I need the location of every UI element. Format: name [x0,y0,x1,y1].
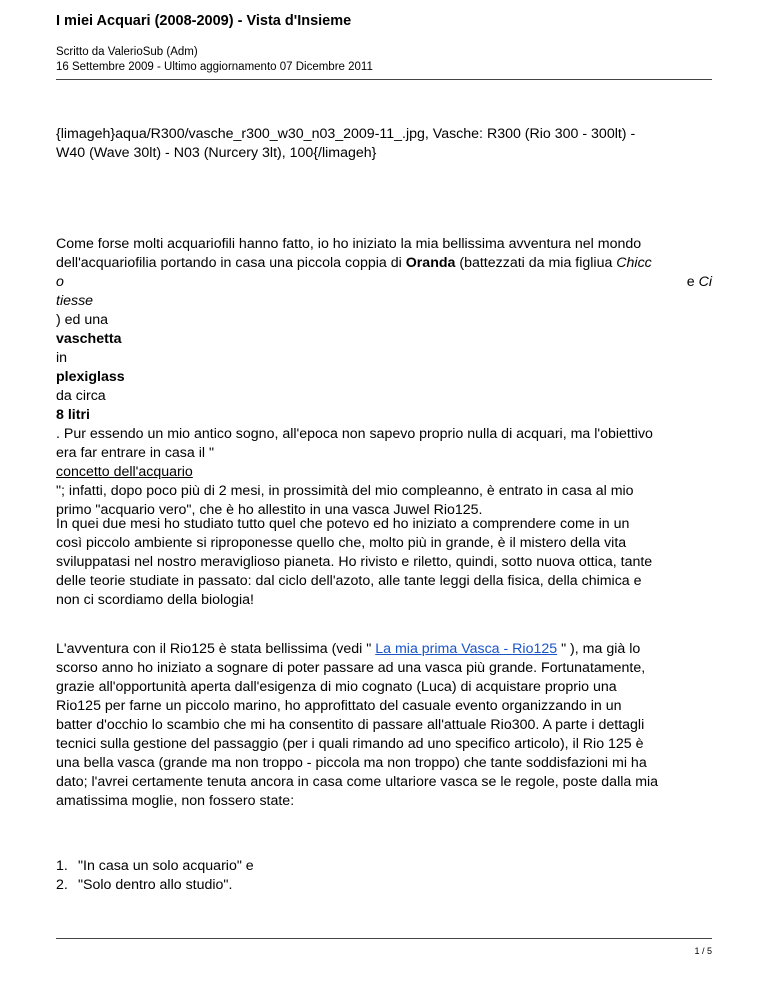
author-line: Scritto da ValerioSub (Adm) [56,46,198,58]
page-number: 1 / 5 [694,946,712,956]
text-line: da circa [56,388,106,404]
text-line: In quei due mesi ho studiato tutto quel che potevo ed ho iniziato a comprendere come in un [56,516,630,532]
underlined-concept: concetto dell'acquario [56,464,193,480]
text-line: Come forse molti acquariofili hanno fatto, io ho iniziato la mia bellissima avventura nel mondo [56,236,642,252]
paragraph-study [56,515,712,610]
limageh-line: W40 (Wave 30lt) - N03 (Nurcery 3lt), 100{/limageh} [56,145,377,161]
italic-name-fragment: Chicc [616,255,652,271]
text-line: era far entrare in casa il " [56,445,215,461]
header-divider [56,79,712,80]
bold-term-8-litri: 8 litri [56,407,90,423]
text-line: Rio125 per farne un piccolo marino, ho approfittato del casuale evento organizzando in un [56,698,622,714]
text-line: . Pur essendo un mio antico sogno, all'epoca non sapevo proprio nulla di acquari, ma l'obiettivo [56,426,653,442]
limageh-placeholder [56,125,712,163]
text-line [56,368,712,387]
italic-name-fragment: o [56,274,64,290]
text-line [56,254,712,273]
italic-name-fragment: Ci [698,274,712,290]
rules-list [56,857,254,895]
bold-term-plexiglass: plexiglass [56,369,125,385]
date-line: 16 Settembre 2009 - Ultimo aggiornamento 07 Dicembre 2011 [56,61,373,73]
list-text: "In casa un solo acquario" e [78,858,254,874]
text-fragment: L'avventura con il Rio125 è stata bellissima (vedi " [56,641,376,657]
text-fragment [687,273,712,292]
text-line: primo "acquario vero", che è ho allestito in una vasca Juwel Rio125. [56,502,483,518]
link-prima-vasca-rio125[interactable]: La mia prima Vasca - Rio125 [375,641,558,657]
text-line: delle teorie studiate in passato: dal ciclo dell'azoto, alle tante leggi della fisica, della chimica e [56,573,642,589]
paragraph-rio125 [56,640,712,811]
bold-term-oranda: Oranda [405,255,456,271]
text-line: non ci scordiamo della biologia! [56,592,254,608]
text-fragment: e [686,274,699,290]
text-line [56,330,712,349]
text-line: dato; l'avrei certamente tenuta ancora in casa come ultariore vasca se le regole, poste dalla mia [56,774,659,790]
text-line: sviluppatasi nel nostro meraviglioso pianeta. Ho rivisto e riletto, quindi, sotto nuova ottica, tante [56,554,653,570]
text-fragment: (battezzati da mia figliua [455,255,617,271]
text-line [56,292,712,311]
text-line: batter d'occhio lo scambio che mi ha consentito di passare all'attuale Rio300. A parte i dettagli [56,717,645,733]
italic-name-fragment: tiesse [56,293,94,309]
paragraph-intro [56,235,712,520]
document-title: I miei Acquari (2008-2009) - Vista d'Insieme [56,13,352,29]
text-line: amatissima moglie, non fossero state: [56,793,295,809]
list-text: "Solo dentro allo studio". [78,877,233,893]
text-fragment: " ), ma già lo [557,641,641,657]
list-number: 1. [56,858,68,874]
limageh-line: {limageh}aqua/R300/vasche_r300_w30_n03_2009-11_.jpg, Vasche: R300 (Rio 300 - 300lt) - [56,126,636,142]
text-line: grazie all'opportunità aperta dall'esigenza di mio cognato (Luca) di acquistare proprio una [56,679,617,695]
text-line: tecnici sulla gestione del passaggio (per i quali rimando ad uno specifico articolo), il Rio 125 è [56,736,644,752]
text-line: una bella vasca (grande ma non troppo - piccola ma non troppo) che tante soddisfazioni mi ha [56,755,647,771]
text-fragment: dell'acquariofilia portando in casa una piccola coppia di [56,255,406,271]
text-line: in [56,350,68,366]
text-line: "; infatti, dopo poco più di 2 mesi, in prossimità del mio compleanno, è entrato in casa al mio [56,483,634,499]
list-number: 2. [56,877,68,893]
footer-divider [56,938,712,939]
text-line: così piccolo ambiente si riproponesse quello che, molto più in grande, è il mistero della vita [56,535,627,551]
text-line [56,406,712,425]
list-item [56,876,254,895]
text-line [56,273,712,292]
text-line [56,640,712,659]
bold-term-vaschetta: vaschetta [56,331,122,347]
text-line: ) ed una [56,312,109,328]
text-line: scorso anno ho iniziato a sognare di poter passare ad una vasca più grande. Fortunatamente, [56,660,646,676]
list-item [56,857,254,876]
text-line [56,463,712,482]
